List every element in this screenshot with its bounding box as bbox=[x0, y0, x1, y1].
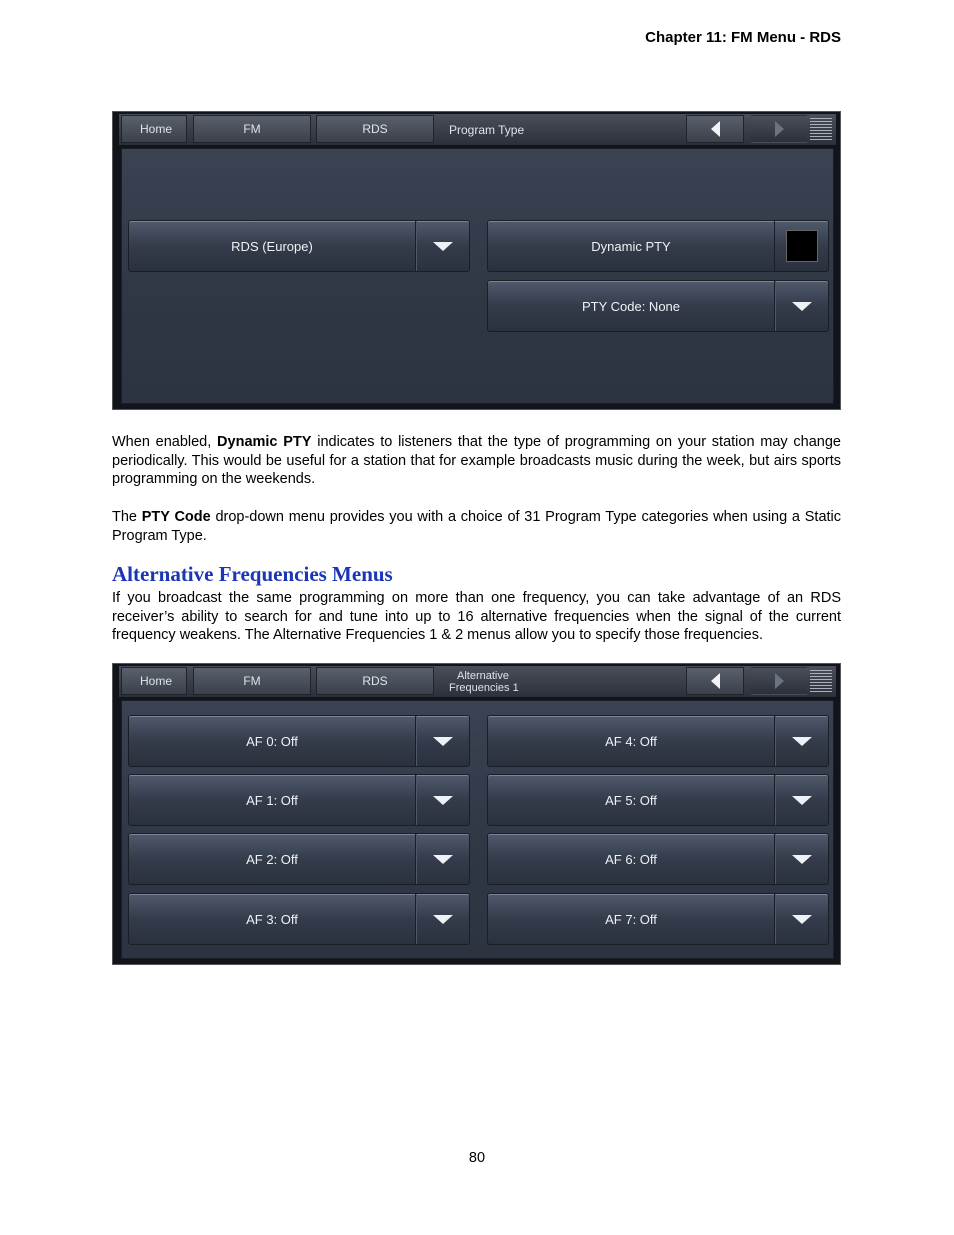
nav-fm-button[interactable]: FM bbox=[193, 667, 311, 695]
af-5-dropdown[interactable] bbox=[487, 774, 829, 826]
arrow-left-icon bbox=[711, 121, 720, 137]
next-page-button[interactable] bbox=[751, 667, 807, 695]
af-label: AF 7: Off bbox=[605, 911, 657, 927]
rds-mode-label: RDS (Europe) bbox=[231, 238, 313, 254]
nav-bar bbox=[119, 666, 836, 697]
prev-page-button[interactable] bbox=[686, 115, 744, 143]
af-label: AF 1: Off bbox=[246, 792, 298, 808]
pty-code-label: PTY Code: None bbox=[581, 298, 681, 314]
af-label: AF 3: Off bbox=[246, 911, 298, 927]
af-4-dropdown[interactable] bbox=[487, 715, 829, 767]
pty-code-dropdown[interactable] bbox=[487, 280, 829, 332]
af-1-dropdown[interactable] bbox=[128, 774, 470, 826]
dynamic-pty-paragraph: When enabled, Dynamic PTY indicates to listeners that the type of programming on your station may change periodically. This would be useful for a station that for example broadcasts music during the week, but airs sports programming on the weekends. bbox=[112, 434, 841, 487]
chevron-down-icon bbox=[792, 855, 812, 864]
arrow-left-icon bbox=[711, 673, 720, 689]
rds-mode-dropdown[interactable] bbox=[128, 220, 470, 272]
af-label: AF 5: Off bbox=[605, 792, 657, 808]
nav-rds-button[interactable]: RDS bbox=[316, 115, 434, 143]
nav-home-button[interactable]: Home bbox=[121, 115, 187, 143]
nav-home-button[interactable]: Home bbox=[121, 667, 187, 695]
dynamic-pty-checkbox[interactable] bbox=[786, 230, 818, 262]
chevron-down-icon bbox=[792, 302, 812, 311]
pty-code-paragraph: The PTY Code drop-down menu provides you with a choice of 31 Program Type categories when using a Static Program Type. bbox=[112, 509, 842, 544]
dynamic-pty-toggle[interactable] bbox=[487, 220, 829, 272]
chevron-down-icon bbox=[433, 737, 453, 746]
content-area bbox=[121, 148, 834, 404]
menu-icon[interactable] bbox=[810, 118, 832, 140]
af-label: AF 4: Off bbox=[605, 733, 657, 749]
af-3-dropdown[interactable] bbox=[128, 893, 470, 945]
af-label: AF 2: Off bbox=[246, 851, 298, 867]
nav-fm-button[interactable]: FM bbox=[193, 115, 311, 143]
arrow-right-icon bbox=[775, 121, 784, 137]
chevron-down-icon bbox=[433, 915, 453, 924]
af-2-dropdown[interactable] bbox=[128, 833, 470, 885]
screen-title: Program Type bbox=[449, 122, 525, 137]
content-area bbox=[121, 700, 834, 959]
af-label: AF 0: Off bbox=[246, 733, 298, 749]
chevron-down-icon bbox=[792, 796, 812, 805]
chapter-header: Chapter 11: FM Menu - RDS bbox=[645, 29, 841, 46]
arrow-right-icon bbox=[775, 673, 784, 689]
page-number: 80 bbox=[468, 1150, 486, 1166]
alternative-frequencies-screen bbox=[112, 663, 841, 965]
section-heading: Alternative Frequencies Menus bbox=[112, 562, 393, 586]
next-page-button[interactable] bbox=[751, 115, 807, 143]
chevron-down-icon bbox=[433, 796, 453, 805]
prev-page-button[interactable] bbox=[686, 667, 744, 695]
af-0-dropdown[interactable] bbox=[128, 715, 470, 767]
nav-bar bbox=[119, 114, 836, 145]
chevron-down-icon bbox=[433, 855, 453, 864]
af-label: AF 6: Off bbox=[605, 851, 657, 867]
chevron-down-icon bbox=[433, 242, 453, 251]
screen-title: Alternative Frequencies 1 bbox=[449, 669, 519, 694]
chevron-down-icon bbox=[792, 737, 812, 746]
dynamic-pty-label: Dynamic PTY bbox=[591, 238, 671, 254]
af-6-dropdown[interactable] bbox=[487, 833, 829, 885]
nav-rds-button[interactable]: RDS bbox=[316, 667, 434, 695]
af-paragraph: If you broadcast the same programming on more than one frequency, you can take advantage of an RDS receiver’s ability to search for and tune into up to 16 alternative frequencies when the signal of the current frequency weakens. The Alternative Frequencies 1 & 2 menus allow you to specify those frequencies. bbox=[112, 590, 841, 643]
chevron-down-icon bbox=[792, 915, 812, 924]
program-type-screen bbox=[112, 111, 841, 410]
menu-icon[interactable] bbox=[810, 670, 832, 692]
af-7-dropdown[interactable] bbox=[487, 893, 829, 945]
